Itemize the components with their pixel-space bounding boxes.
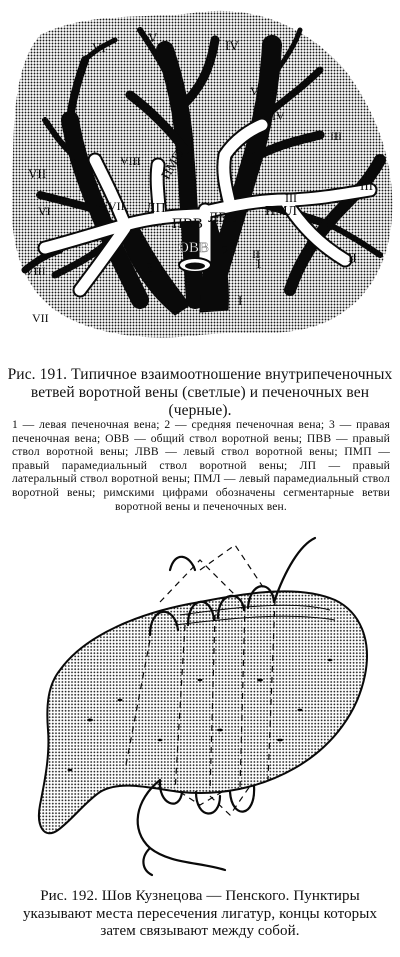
- figure-191-illustration: [0, 0, 400, 362]
- figure-192-illustration: [0, 530, 400, 880]
- liver-vessels-drawing: [0, 0, 400, 362]
- figure-191-legend: 1 — левая печеночная вена; 2 — средняя печеночная вена; 3 — правая печеночная вена; ОВВ — общий ствол воротной вены; ПВВ — правый ствол воротной вены; ЛВВ — левый ствол воротной вены; ПМП — правый парамедиальный ствол воротной вены; ЛП — правый латеральный ствол воротной вены; ПМЛ — левый парамедиальный ствол воротной вены; римскими цифрами обозначены сегментарные ветви воротной вены и печеночных вен.: [12, 418, 390, 513]
- label-roman-4: IV: [225, 38, 239, 53]
- label-roman-6: VI: [92, 40, 106, 55]
- label-lvv: ЛВВ: [208, 210, 239, 226]
- label-2: 2: [222, 244, 229, 259]
- figure-191-caption: Рис. 191. Типичное взаимоотношение внутрипеченочных ветвей воротной вены (светлые) и печеночных вен (черные).: [7, 366, 393, 419]
- label-roman-4b: IV: [272, 109, 285, 123]
- label-roman-7b: VII: [108, 199, 125, 213]
- label-lp: ЛП: [146, 201, 166, 216]
- label-roman-8: VIII: [120, 154, 141, 168]
- label-roman-6b: VI: [38, 204, 51, 218]
- label-roman-5b: V: [250, 84, 259, 98]
- label-roman-2b: II: [252, 247, 260, 261]
- label-roman-3c: III: [330, 129, 342, 143]
- label-pvv: ПВВ: [172, 216, 203, 232]
- label-roman-2: II: [348, 250, 357, 265]
- label-roman-5: V: [148, 30, 158, 45]
- label-pmp: ПМП: [157, 147, 186, 182]
- label-roman-8b: VIII: [25, 264, 46, 278]
- label-1: 1: [255, 257, 262, 272]
- label-roman-3b: III: [285, 191, 297, 205]
- label-3: 3: [146, 261, 153, 276]
- liver-suture-drawing: [0, 530, 400, 880]
- label-roman-1: I: [238, 293, 243, 308]
- label-roman-7c: VII: [32, 311, 49, 325]
- label-pml: ПМЛ: [265, 204, 298, 219]
- liver-lobe: [39, 591, 367, 833]
- label-roman-3: III: [360, 178, 373, 193]
- label-ovv: ОВВ: [178, 240, 209, 256]
- label-roman-7: VII: [28, 166, 47, 181]
- figure-192-caption: Рис. 192. Шов Кузнецова — Пенского. Пунктиры указывают места пересечения лигатур, концы которых затем связывают между собой.: [22, 888, 378, 939]
